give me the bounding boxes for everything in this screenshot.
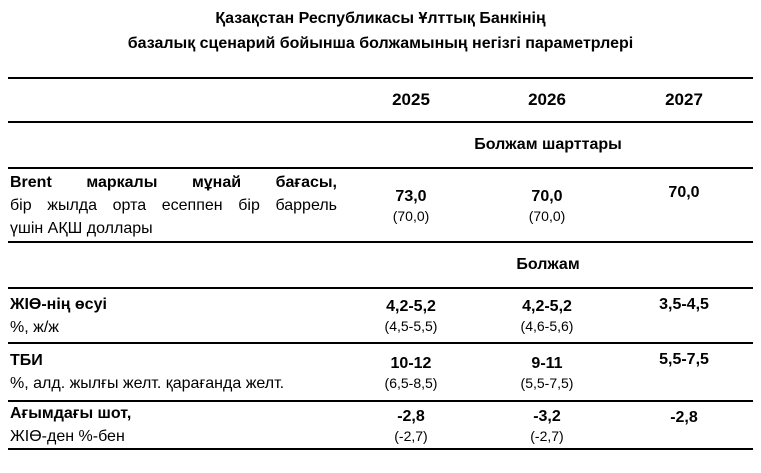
brent-value-2025 bbox=[343, 168, 479, 242]
brent-2026-main: 70,0 bbox=[531, 187, 563, 205]
current-account-label-unit: ЖІӨ-ден %-бен bbox=[10, 428, 125, 445]
page-title-line2: базалық сценарий бойынша болжамының негізгі параметрлері bbox=[127, 35, 634, 52]
row-cpi-inflation bbox=[8, 343, 753, 401]
brent-label-line2: бір жылда орта есеппен бір баррель bbox=[10, 196, 337, 214]
year-header-row bbox=[8, 78, 753, 122]
year-header-2025: 2025 bbox=[392, 90, 430, 109]
gdp-value-2026 bbox=[479, 288, 615, 343]
brent-2026-sub: (70,0) bbox=[528, 207, 566, 224]
forecast-table bbox=[8, 77, 753, 450]
cpi-2025-main: 10-12 bbox=[390, 354, 432, 372]
gdp-value-2025 bbox=[343, 288, 479, 343]
cpi-row-label bbox=[8, 343, 343, 401]
gdp-label-bold: ЖІӨ-нің өсуі bbox=[10, 295, 107, 313]
brent-2027-main: 70,0 bbox=[668, 184, 700, 201]
current-account-label-bold: Ағымдағы шот, bbox=[10, 405, 132, 422]
empty-header-cell bbox=[8, 78, 343, 122]
gdp-2025-main: 4,2-5,2 bbox=[386, 298, 436, 315]
current-account-2026-sub: (-2,7) bbox=[530, 427, 564, 444]
empty-section-cell-2 bbox=[8, 242, 343, 288]
cpi-value-2026 bbox=[479, 343, 615, 401]
current-account-value-2026 bbox=[479, 401, 615, 449]
empty-section-cell bbox=[8, 122, 343, 168]
current-account-value-2025 bbox=[343, 401, 479, 449]
brent-value-2026 bbox=[479, 168, 615, 242]
section-header-forecast: Болжам bbox=[516, 256, 580, 273]
current-account-row-label bbox=[8, 401, 343, 449]
cpi-value-2027 bbox=[615, 343, 753, 401]
year-header-2027: 2027 bbox=[665, 90, 703, 109]
current-account-2026-main: -3,2 bbox=[533, 407, 561, 425]
current-account-2027-main: -2,8 bbox=[670, 409, 698, 426]
brent-2025-main: 73,0 bbox=[395, 187, 427, 205]
section-header-conditions: Болжам шарттары bbox=[474, 136, 622, 153]
brent-2025-sub: (70,0) bbox=[392, 207, 430, 224]
gdp-2027-main: 3,5-4,5 bbox=[659, 296, 709, 313]
cpi-2026-main: 9-11 bbox=[531, 354, 563, 372]
cpi-label-bold: ТБИ bbox=[10, 352, 43, 369]
current-account-value-2027 bbox=[615, 401, 753, 449]
brent-label-bold: Brent маркалы мұнай бағасы, bbox=[10, 173, 337, 191]
gdp-2026-sub: (4,6-5,6) bbox=[520, 318, 574, 334]
row-gdp-growth bbox=[8, 288, 753, 343]
cpi-2027-main: 5,5-7,5 bbox=[659, 351, 709, 368]
page-title-line1: Қазақстан Республикасы Ұлттық Банкінің bbox=[215, 10, 546, 27]
brent-value-2027 bbox=[615, 168, 753, 242]
cpi-label-unit: %, алд. жылғы желт. қарағанда желт. bbox=[10, 375, 285, 392]
cpi-2025-sub: (6,5-8,5) bbox=[384, 374, 438, 391]
cpi-value-2025 bbox=[343, 343, 479, 401]
gdp-value-2027 bbox=[615, 288, 753, 343]
row-brent-oil-price bbox=[8, 168, 753, 242]
page-title bbox=[0, 0, 761, 56]
current-account-2025-main: -2,8 bbox=[397, 407, 425, 425]
section-row-forecast bbox=[8, 242, 753, 288]
row-current-account bbox=[8, 401, 753, 449]
brent-label-line3: үшін АҚШ доллары bbox=[10, 219, 153, 237]
brent-row-label bbox=[8, 168, 343, 242]
cpi-2026-sub: (5,5-7,5) bbox=[520, 374, 574, 391]
gdp-2026-main: 4,2-5,2 bbox=[522, 298, 572, 315]
gdp-2025-sub: (4,5-5,5) bbox=[384, 318, 438, 334]
year-header-2026: 2026 bbox=[528, 90, 566, 109]
gdp-label-unit: %, ж/ж bbox=[10, 318, 59, 336]
section-row-conditions bbox=[8, 122, 753, 168]
current-account-2025-sub: (-2,7) bbox=[394, 427, 428, 444]
gdp-row-label bbox=[8, 288, 343, 343]
